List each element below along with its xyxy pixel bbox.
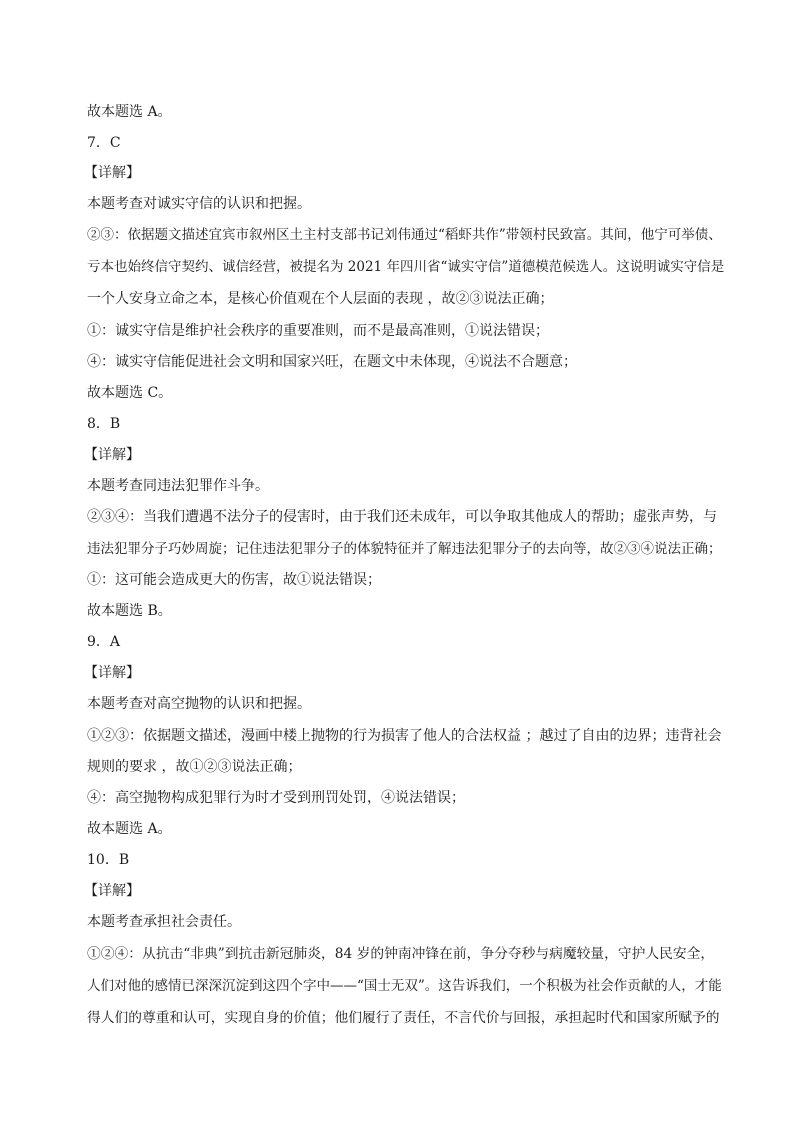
answer-number: 9．A (87, 634, 121, 650)
text-line: 得人们的尊重和认可，实现自身的价值；他们履行了责任，不言代价与回报，承担起时代和国家所赋予的 (87, 1010, 720, 1026)
text-line: 本题考查对高空抛物的认识和把握。 (87, 696, 311, 712)
text-line: ②③④：当我们遭遇不法分子的侵害时，由于我们还未成年，可以争取其他成人的帮助；虚张声势，与 (87, 509, 717, 525)
text-line: ②③：依据题文描述宜宾市叙州区土主村支部书记刘伟通过“稻虾共作”带领村民致富。其间，他宁可举债、 (87, 227, 722, 243)
text-line: ①：这可能会造成更大的伤害，故①说法错误； (87, 572, 381, 588)
section-heading: 【详解】 (84, 665, 140, 681)
text-line: 故本题选 A。 (87, 104, 172, 120)
section-heading: 【详解】 (84, 883, 140, 899)
text-line: 本题考查同违法犯罪作斗争。 (87, 478, 269, 494)
section-heading: 【详解】 (84, 165, 140, 181)
text-line: ④：诚实守信能促进社会文明和国家兴旺，在题文中未体现，④说法不合题意； (87, 354, 577, 370)
answer-number: 7．C (87, 135, 121, 151)
text-line: 亏本也始终信守契约、诚信经营，被提名为 2021 年四川省“诚实守信”道德模范候选人。这说明诚实守信是 (87, 259, 725, 275)
text-line: 一个人安身立命之本，是核心价值观在个人层面的表现 ，故②③说法正确； (87, 291, 554, 307)
section-heading: 【详解】 (84, 447, 140, 463)
text-line: 人们对他的感情已深深沉淀到这四个字中——“国士无双”。这告诉我们，一个积极为社会作贡献的人，才能 (87, 978, 722, 994)
answer-number: 8．B (87, 416, 121, 432)
text-line: 违法犯罪分子巧妙周旋；记住违法犯罪分子的体貌特征并了解违法犯罪分子的去向等，故②③④说法正确； (87, 541, 722, 557)
text-line: ①：诚实守信是维护社会秩序的重要准则，而不是最高准则，①说法错误； (87, 323, 549, 339)
answer-number: 10．B (87, 852, 130, 868)
text-line: 故本题选 B。 (87, 603, 172, 619)
text-line: 故本题选 C。 (87, 385, 173, 401)
text-line: ④：高空抛物构成犯罪行为时才受到刑罚处罚，④说法错误； (87, 790, 465, 806)
text-line: ①②③：依据题文描述，漫画中楼上抛物的行为损害了他人的合法权益 ；越过了自由的边界；违背社会 (87, 728, 722, 744)
text-line: 故本题选 A。 (87, 821, 172, 837)
text-line: 本题考查承担社会责任。 (87, 914, 241, 930)
text-line: 本题考查对诚实守信的认识和把握。 (87, 196, 311, 212)
text-line: 规则的要求 ，故①②③说法正确； (87, 759, 302, 775)
text-line: ①②④：从抗击“非典”到抗击新冠肺炎，84 岁的钟南冲锋在前，争分夺秒与病魔较量，守护人民安全， (87, 946, 715, 962)
